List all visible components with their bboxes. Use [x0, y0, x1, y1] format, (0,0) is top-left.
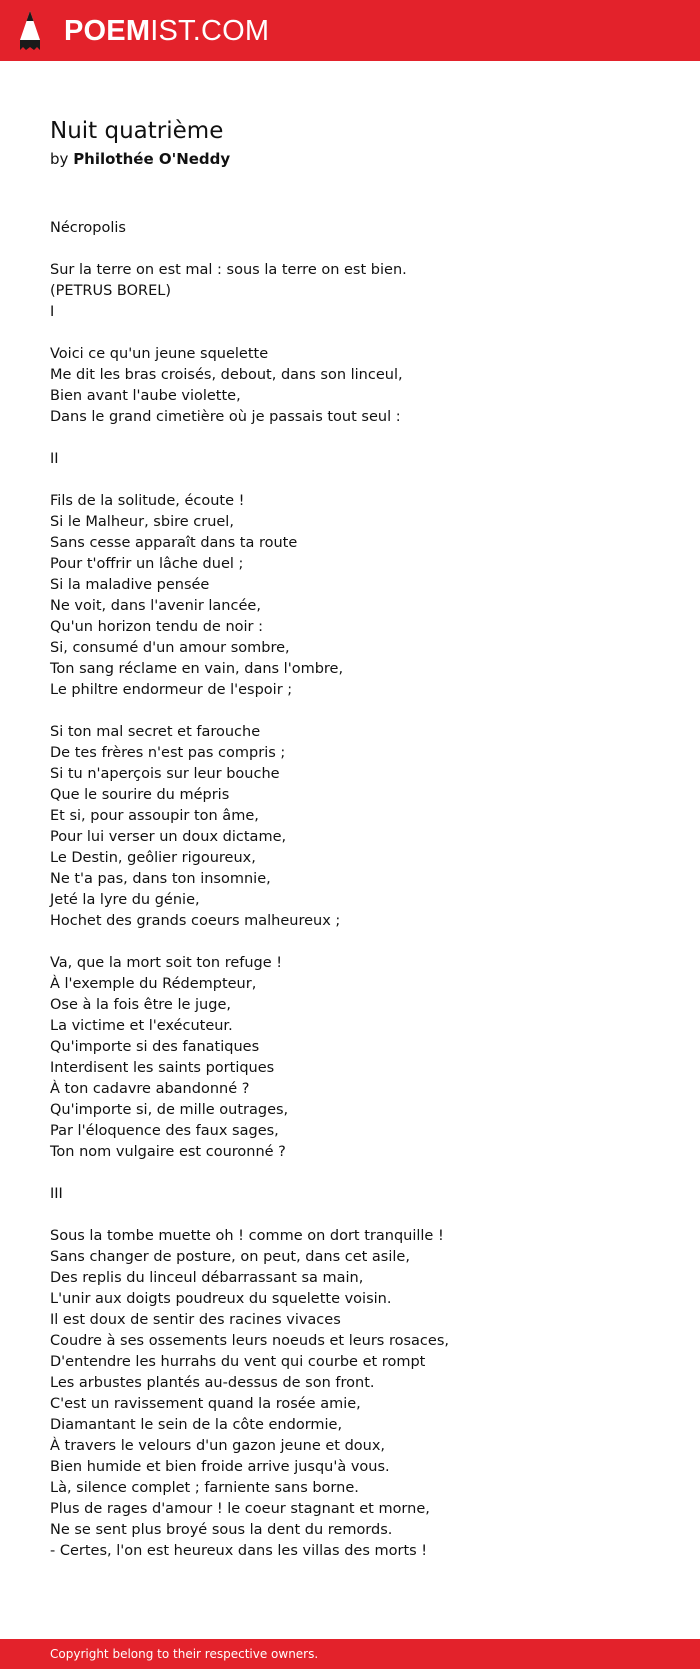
poem-line: Voici ce qu'un jeune squelette [50, 346, 269, 362]
poem-line: Si ton mal secret et farouche [50, 724, 261, 740]
poem-line: À travers le velours d'un gazon jeune et doux, [50, 1438, 386, 1454]
byline [50, 148, 660, 170]
poem-line: À l'exemple du Rédempteur, [50, 976, 257, 992]
poem-line: Les arbustes plantés au-dessus de son front. [50, 1375, 375, 1391]
poem-line: Si, consumé d'un amour sombre, [50, 640, 290, 656]
poem-line: Ton sang réclame en vain, dans l'ombre, [50, 661, 344, 677]
poem-line: Là, silence complet ; farniente sans borne. [50, 1480, 359, 1496]
poem-line: Et si, pour assoupir ton âme, [50, 808, 259, 824]
poem-title: Nuit quatrième [50, 118, 224, 144]
poem-line [50, 1163, 660, 1184]
poem-line: Nécropolis [50, 220, 126, 236]
poem-line: Si la maladive pensée [50, 577, 210, 593]
poem-heading [50, 114, 660, 170]
poem-line: Va, que la mort soit ton refuge ! [50, 955, 283, 971]
poem-line: Ose à la fois être le juge, [50, 997, 231, 1013]
poem-line: Que le sourire du mépris [50, 787, 230, 803]
poem-line: (PETRUS BOREL) [50, 283, 171, 299]
poem-line: Me dit les bras croisés, debout, dans son linceul, [50, 367, 403, 383]
brand-name [64, 10, 269, 52]
poem-line [50, 932, 660, 953]
poem-line: II [50, 451, 59, 467]
poem-line: Il est doux de sentir des racines vivaces [50, 1312, 341, 1328]
poem-line: Qu'un horizon tendu de noir : [50, 619, 263, 635]
poem-line: Hochet des grands coeurs malheureux ; [50, 913, 341, 929]
poem-line: Bien avant l'aube violette, [50, 388, 241, 404]
brand-name-bold: POEM [64, 15, 151, 47]
byline-prefix: by [50, 150, 69, 168]
poem-line: Des replis du linceul débarrassant sa main, [50, 1270, 364, 1286]
poem-line: Coudre à ses ossements leurs noeuds et leurs rosaces, [50, 1333, 449, 1349]
poem-line: D'entendre les hurrahs du vent qui courbe et rompt [50, 1354, 426, 1370]
poem-line: - Certes, l'on est heureux dans les villas des morts ! [50, 1543, 428, 1559]
poem-line: Si le Malheur, sbire cruel, [50, 514, 234, 530]
poem-line: Ton nom vulgaire est couronné ? [50, 1144, 286, 1160]
poem-line: Qu'importe si des fanatiques [50, 1039, 260, 1055]
site-logo[interactable] [18, 10, 269, 52]
poem-line: Fils de la solitude, écoute ! [50, 493, 245, 509]
poem-line: Qu'importe si, de mille outrages, [50, 1102, 289, 1118]
poem-line: Sous la tombe muette oh ! comme on dort tranquille ! [50, 1228, 444, 1244]
poem-line: Sur la terre on est mal : sous la terre on est bien. [50, 262, 407, 278]
poem-line: À ton cadavre abandonné ? [50, 1081, 250, 1097]
poem-line [50, 470, 660, 491]
poem-line: Diamantant le sein de la côte endormie, [50, 1417, 343, 1433]
poem-line: Plus de rages d'amour ! le coeur stagnant et morne, [50, 1501, 430, 1517]
poem-line [50, 428, 660, 449]
author-name: Philothée O'Neddy [73, 150, 231, 168]
poem-body [50, 218, 660, 1562]
poem-line: Sans cesse apparaît dans ta route [50, 535, 298, 551]
poem-line: L'unir aux doigts poudreux du squelette voisin. [50, 1291, 392, 1307]
poem-line: Si tu n'aperçois sur leur bouche [50, 766, 280, 782]
poem-line: Par l'éloquence des faux sages, [50, 1123, 279, 1139]
poem-line [50, 701, 660, 722]
poem-line: La victime et l'exécuteur. [50, 1018, 233, 1034]
poem-line: Jeté la lyre du génie, [50, 892, 200, 908]
poem-line [50, 1205, 660, 1226]
poem-line: Bien humide et bien froide arrive jusqu'à vous. [50, 1459, 390, 1475]
copyright-text: Copyright belong to their respective owners. [50, 1647, 319, 1661]
poem-line: C'est un ravissement quand la rosée amie, [50, 1396, 361, 1412]
poem-line: Ne t'a pas, dans ton insomnie, [50, 871, 271, 887]
poem-line: Ne se sent plus broyé sous la dent du remords. [50, 1522, 393, 1538]
poem-line: Interdisent les saints portiques [50, 1060, 275, 1076]
poem-line: De tes frères n'est pas compris ; [50, 745, 286, 761]
poem-line: Pour lui verser un doux dictame, [50, 829, 287, 845]
pencil-icon [18, 10, 42, 52]
site-footer [0, 1639, 700, 1669]
poem-line: Pour t'offrir un lâche duel ; [50, 556, 244, 572]
poem-line: III [50, 1186, 63, 1202]
poem-line [50, 323, 660, 344]
poem-line [50, 239, 660, 260]
site-header [0, 0, 700, 61]
poem-line: Sans changer de posture, on peut, dans cet asile, [50, 1249, 410, 1265]
poem-line: Le Destin, geôlier rigoureux, [50, 850, 256, 866]
poem-line: I [50, 304, 55, 320]
poem-line: Dans le grand cimetière où je passais tout seul : [50, 409, 401, 425]
poem-line: Ne voit, dans l'avenir lancée, [50, 598, 261, 614]
poem-line: Le philtre endormeur de l'espoir ; [50, 682, 293, 698]
brand-name-light: IST.COM [150, 15, 270, 47]
